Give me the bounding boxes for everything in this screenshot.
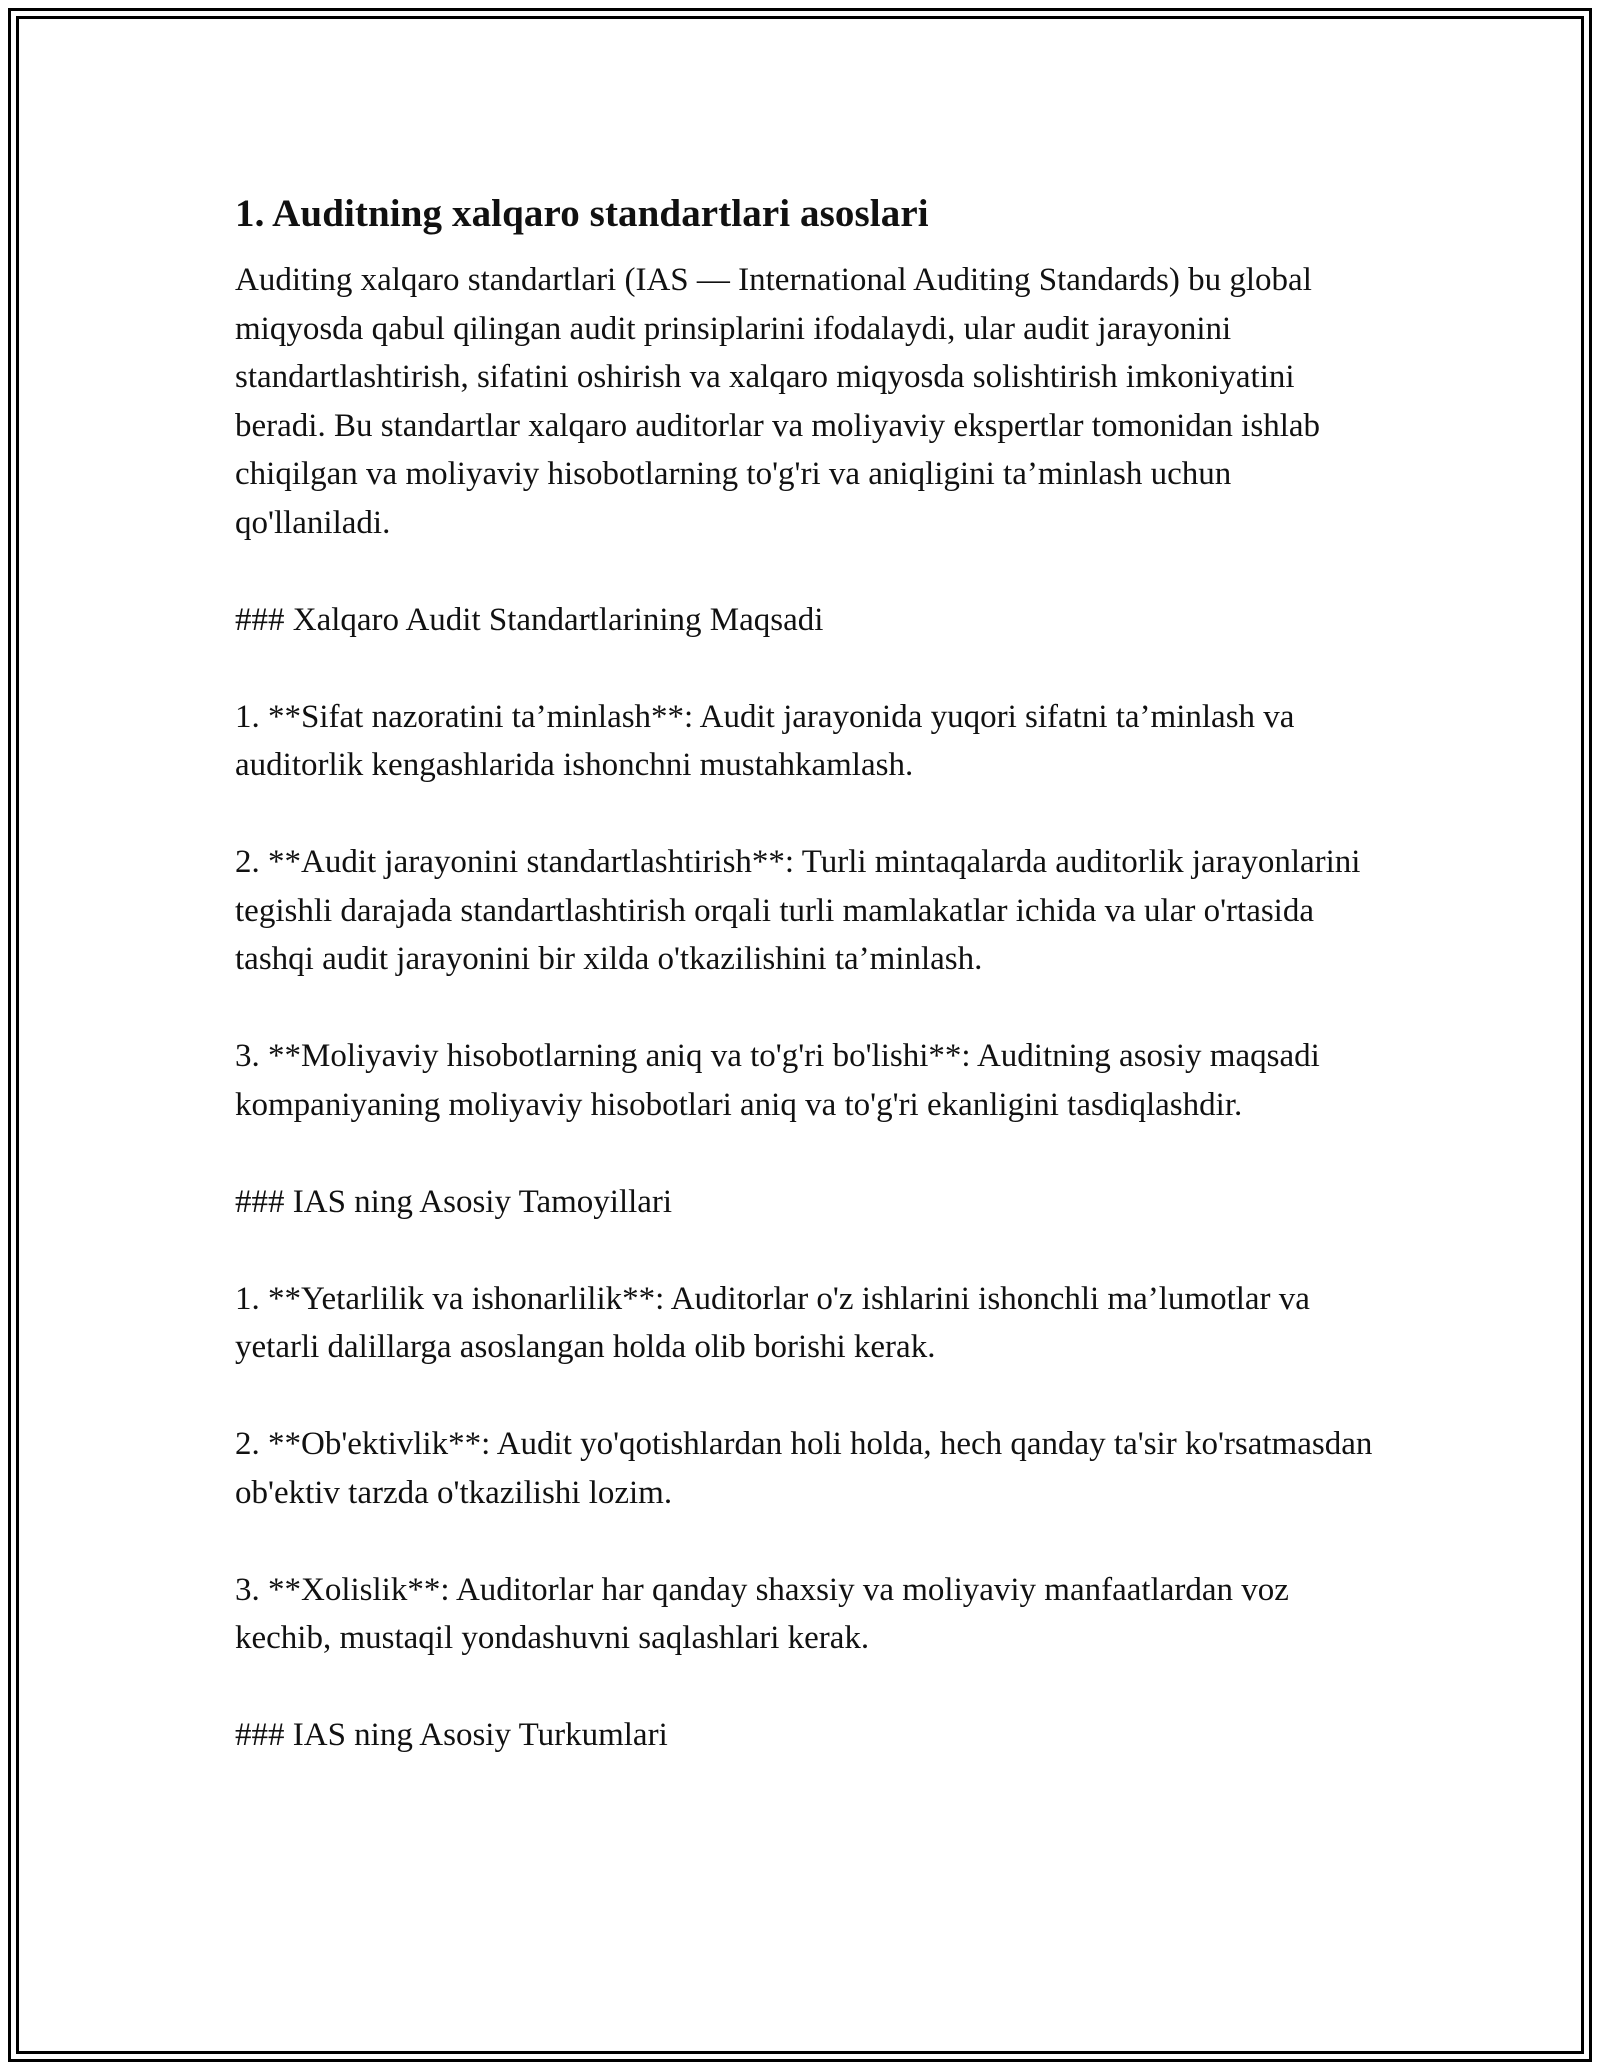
list-item: 3. **Moliyaviy hisobotlarning aniq va to'g'ri bo'lishi**: Auditning asosiy maqsadi kompaniyaning moliyaviy hisobotlari aniq va to'g'ri ekanligini tasdiqlashdir. bbox=[235, 1038, 1320, 1123]
list-item: 3. **Xolislik**: Auditorlar har qanday shaxsiy va moliyaviy manfaatlardan voz kechib, mustaqil yondashuvni saqlashlari kerak. bbox=[235, 1571, 1289, 1656]
intro-paragraph: Auditing xalqaro standartlari (IAS — International Auditing Standards) bu global miqyosda qabul qilingan audit prinsiplarini ifodalaydi, ular audit jarayonini standartlashtirish, sifatini oshirish va xalqaro miqyosda solishtirish imkoniyatini beradi. Bu standartlar xalqaro auditorlar va moliyaviy ekspertlar tomonidan ishlab chiqilgan va moliyaviy hisobotlarning to'g'ri va aniqligini ta’minlash uchun qo'llaniladi. bbox=[235, 262, 1321, 541]
section-heading-turkumlari: ### IAS ning Asosiy Turkumlari bbox=[235, 1717, 668, 1753]
document-body bbox=[235, 186, 1375, 1760]
list-item: 1. **Sifat nazoratini ta’minlash**: Audit jarayonida yuqori sifatni ta’minlash va auditorlik kengashlarida ishonchni mustahkamlash. bbox=[235, 698, 1295, 783]
list-item: 1. **Yetarlilik va ishonarlilik**: Auditorlar o'z ishlarini ishonchli ma’lumotlar va yetarli dalillarga asoslangan holda olib borishi kerak. bbox=[235, 1280, 1310, 1365]
list-item: 2. **Audit jarayonini standartlashtirish**: Turli mintaqalarda auditorlik jarayonlarini tegishli darajada standartlashtirish orqali turli mamlakatlar ichida va ular o'rtasida tashqi audit jarayonini bir xilda o'tkazilishini ta’minlash. bbox=[235, 844, 1361, 977]
document-title: 1. Auditning xalqaro standartlari asoslari bbox=[235, 192, 929, 235]
section-heading-tamoyillari: ### IAS ning Asosiy Tamoyillari bbox=[235, 1183, 673, 1220]
list-item: 2. **Ob'ektivlik**: Audit yo'qotishlardan holi holda, hech qanday ta'sir ko'rsatmasdan ob'ektiv tarzda o'tkazilishi lozim. bbox=[235, 1426, 1373, 1511]
section-heading-maqsadi: ### Xalqaro Audit Standartlarining Maqsadi bbox=[235, 601, 824, 638]
